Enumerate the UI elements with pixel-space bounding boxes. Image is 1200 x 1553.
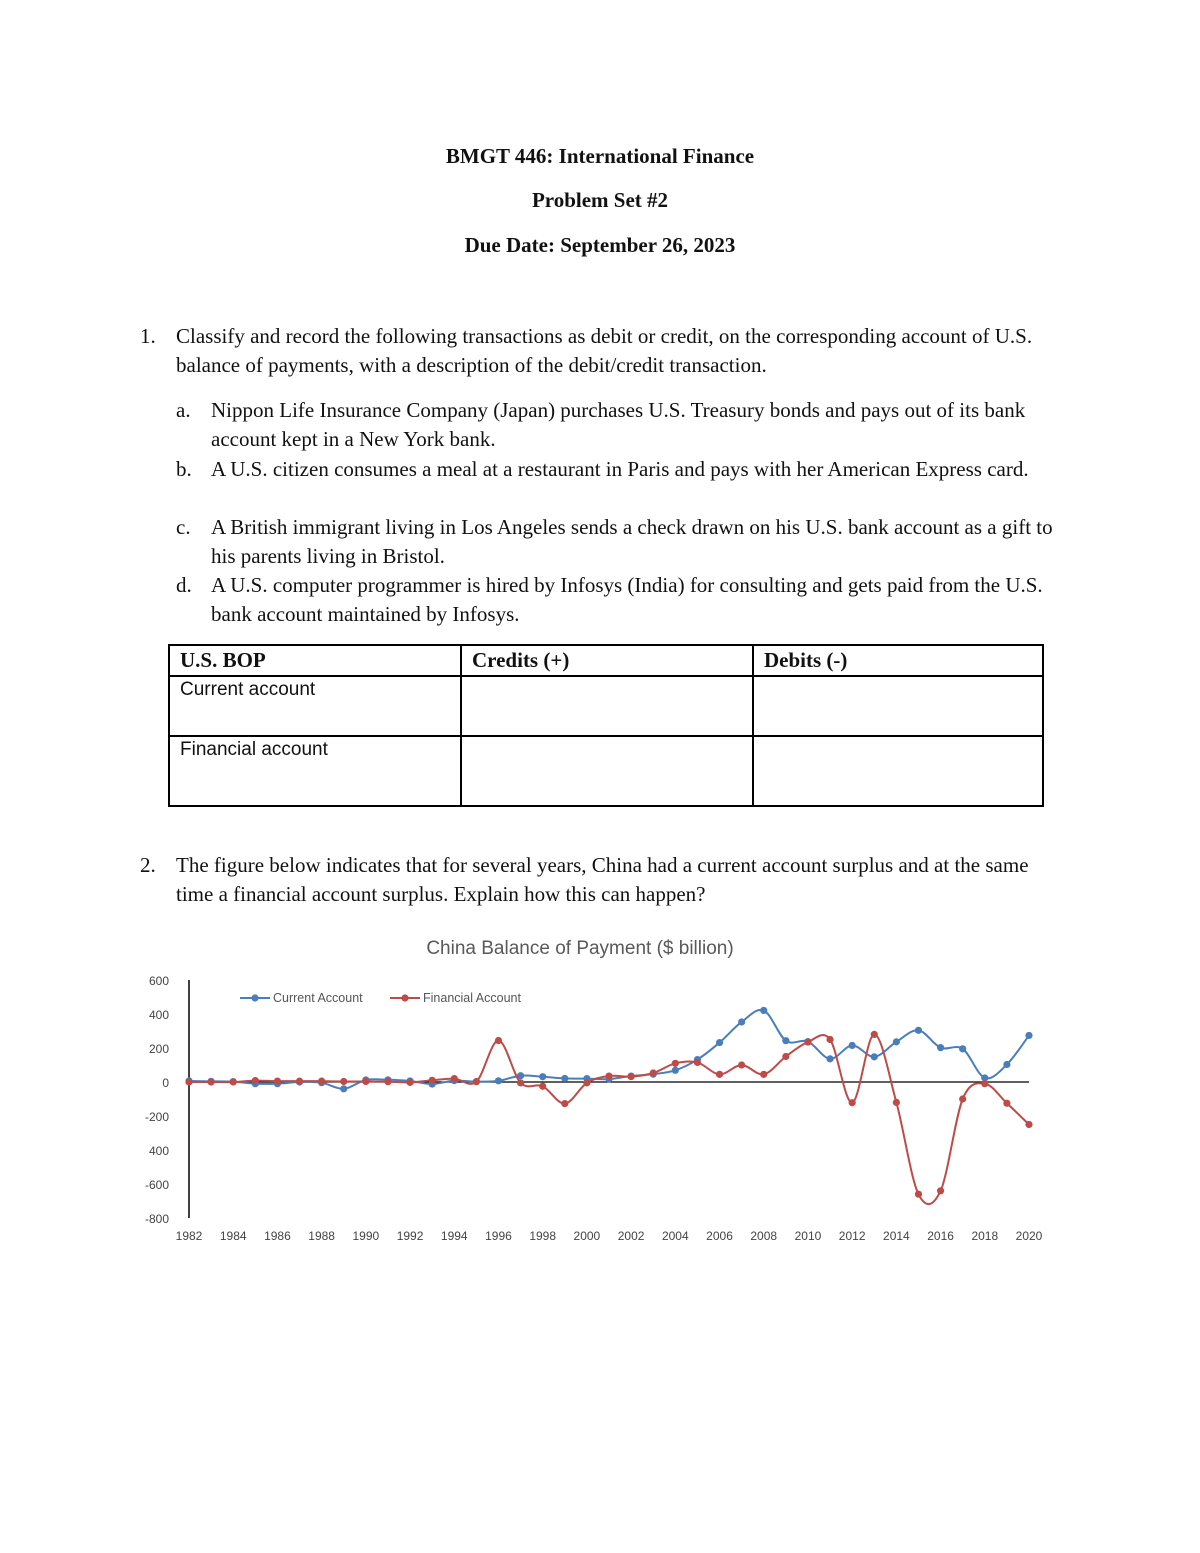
x-tick-label: 2006: [706, 1229, 733, 1243]
item-text: Nippon Life Insurance Company (Japan) purchases U.S. Treasury bonds and pays out of its bank account kept in a New York bank.: [211, 398, 1026, 451]
financial-account-point: [296, 1078, 303, 1085]
current-account-point: [893, 1038, 900, 1045]
financial-account-point: [230, 1078, 237, 1085]
financial-account-point: [628, 1073, 635, 1080]
x-tick-label: 1996: [485, 1229, 512, 1243]
legend-label: Current Account: [273, 991, 363, 1005]
current-account-point: [495, 1077, 502, 1084]
financial-account-point: [981, 1080, 988, 1087]
question-2-text: The figure below indicates that for several years, China had a current account surplus and at the same time a financial account surplus. Explain how this can happen?: [176, 853, 1029, 906]
item-text: A U.S. citizen consumes a meal at a restaurant in Paris and pays with her American Express card.: [211, 457, 1029, 481]
chart-legend: [240, 991, 522, 1005]
header-us-bop: U.S. BOP: [169, 645, 461, 676]
current-account-point: [561, 1075, 568, 1082]
financial-account-point: [605, 1072, 612, 1079]
question-1-item-b: [176, 455, 1060, 484]
current-account-point: [340, 1085, 347, 1092]
financial-account-point: [937, 1187, 944, 1194]
financial-account-point: [694, 1059, 701, 1066]
cell-current-debits[interactable]: [753, 676, 1043, 736]
financial-account-point: [318, 1078, 325, 1085]
financial-account-point: [340, 1078, 347, 1085]
x-tick-label: 1998: [529, 1229, 557, 1243]
financial-account-point: [583, 1079, 590, 1086]
financial-account-point: [782, 1053, 789, 1060]
financial-account-point: [650, 1069, 657, 1076]
cell-current-credits[interactable]: [461, 676, 753, 736]
question-1-item-a: [176, 396, 1060, 454]
row-label-current-account: Current account: [169, 676, 461, 736]
item-letter: d.: [176, 573, 192, 597]
current-account-point: [760, 1007, 767, 1014]
item-letter: a.: [176, 398, 191, 422]
x-tick-label: 2018: [971, 1229, 999, 1243]
question-1: [140, 322, 1060, 380]
question-1-number: 1.: [140, 324, 156, 348]
financial-account-point: [1003, 1100, 1010, 1107]
chart-series: [185, 1007, 1032, 1204]
financial-account-point: [915, 1191, 922, 1198]
financial-account-point: [362, 1078, 369, 1085]
financial-account-point: [208, 1078, 215, 1085]
financial-account-point: [893, 1099, 900, 1106]
x-tick-label: 2008: [750, 1229, 778, 1243]
x-tick-label: 1984: [219, 1229, 247, 1243]
item-letter: c.: [176, 515, 191, 539]
question-2-number: 2.: [140, 853, 156, 877]
x-tick-label: 1982: [175, 1229, 203, 1243]
row-label-financial-account: Financial account: [169, 736, 461, 806]
financial-account-point: [716, 1071, 723, 1078]
financial-account-point: [473, 1078, 480, 1085]
x-tick-label: 2020: [1015, 1229, 1043, 1243]
x-tick-label: 2000: [573, 1229, 601, 1243]
financial-account-point: [849, 1099, 856, 1106]
financial-account-point: [429, 1077, 436, 1084]
due-date: Due Date: September 26, 2023: [464, 233, 736, 257]
y-tick-label: 400: [148, 1144, 169, 1158]
current-account-point: [1025, 1032, 1032, 1039]
financial-account-point: [451, 1075, 458, 1082]
y-tick-label: -800: [144, 1212, 169, 1226]
cell-financial-debits[interactable]: [753, 736, 1043, 806]
x-tick-label: 2016: [927, 1229, 954, 1243]
x-tick-label: 2010: [794, 1229, 822, 1243]
financial-account-point: [959, 1095, 966, 1102]
financial-account-point: [274, 1078, 281, 1085]
chart-title: China Balance of Payment ($ billion): [426, 938, 734, 959]
current-account-point: [782, 1037, 789, 1044]
item-letter: b.: [176, 457, 192, 481]
current-account-point: [849, 1042, 856, 1049]
current-account-point: [738, 1018, 745, 1025]
x-axis: [176, 1082, 1043, 1243]
financial-account-point: [517, 1079, 524, 1086]
financial-account-point: [384, 1078, 391, 1085]
current-account-point: [959, 1045, 966, 1052]
financial-account-point: [495, 1037, 502, 1044]
financial-account-point: [871, 1031, 878, 1038]
cell-financial-credits[interactable]: [461, 736, 753, 806]
financial-account-point: [672, 1060, 679, 1067]
x-tick-label: 1992: [396, 1229, 424, 1243]
x-tick-label: 2014: [883, 1229, 910, 1243]
legend-label: Financial Account: [423, 991, 521, 1005]
y-tick-label: -600: [144, 1178, 169, 1192]
current-account-point: [716, 1039, 723, 1046]
y-tick-label: 200: [148, 1042, 169, 1056]
header-credits: Credits (+): [461, 645, 753, 676]
x-tick-label: 1990: [352, 1229, 380, 1243]
x-tick-label: 2004: [661, 1229, 689, 1243]
financial-account-point: [561, 1100, 568, 1107]
y-tick-label: 400: [148, 1008, 169, 1022]
financial-account-point: [1025, 1121, 1032, 1128]
current-account-point: [1003, 1061, 1010, 1068]
financial-account-point: [738, 1061, 745, 1068]
y-tick-label: -200: [144, 1110, 169, 1124]
financial-account-point: [760, 1071, 767, 1078]
current-account-point: [826, 1055, 833, 1062]
financial-account-point: [406, 1079, 413, 1086]
bop-table: [168, 644, 1044, 807]
x-tick-label: 1986: [264, 1229, 291, 1243]
financial-account-line: [189, 1034, 1029, 1204]
y-tick-label: 0: [162, 1076, 169, 1090]
item-text: A U.S. computer programmer is hired by Infosys (India) for consulting and gets paid from the U.S. bank account maintained by Infosys.: [211, 573, 1043, 626]
x-tick-label: 1988: [308, 1229, 335, 1243]
financial-account-point: [539, 1083, 546, 1090]
question-1-item-d: [176, 571, 1060, 629]
header-debits: Debits (-): [753, 645, 1043, 676]
financial-account-point: [185, 1078, 192, 1085]
current-account-point: [915, 1027, 922, 1034]
item-text: A British immigrant living in Los Angeles sends a check drawn on his U.S. bank account as a gift to his parents living in Bristol.: [211, 515, 1053, 568]
table-header-row: [169, 645, 1043, 676]
financial-account-point: [804, 1038, 811, 1045]
y-axis: [145, 974, 189, 1226]
current-account-point: [539, 1073, 546, 1080]
question-1-item-c: [176, 513, 1060, 571]
current-account-point: [672, 1067, 679, 1074]
table-row: [169, 676, 1043, 736]
question-1-text: Classify and record the following transactions as debit or credit, on the corresponding account of U.S. balance of payments, with a description of the debit/credit transaction.: [176, 324, 1033, 377]
x-tick-label: 2002: [617, 1229, 645, 1243]
legend-marker: [401, 994, 408, 1001]
table-row: [169, 736, 1043, 806]
current-account-point: [871, 1053, 878, 1060]
y-tick-label: 600: [148, 974, 169, 988]
china-bop-chart: [120, 928, 1060, 1258]
current-account-point: [937, 1044, 944, 1051]
x-tick-label: 2012: [838, 1229, 866, 1243]
question-2: [140, 851, 1060, 909]
legend-marker: [251, 994, 258, 1001]
financial-account-point: [826, 1036, 833, 1043]
problem-set-title: Problem Set #2: [531, 188, 669, 212]
course-title: BMGT 446: International Finance: [445, 144, 755, 168]
x-tick-label: 1994: [440, 1229, 468, 1243]
financial-account-point: [252, 1077, 259, 1084]
